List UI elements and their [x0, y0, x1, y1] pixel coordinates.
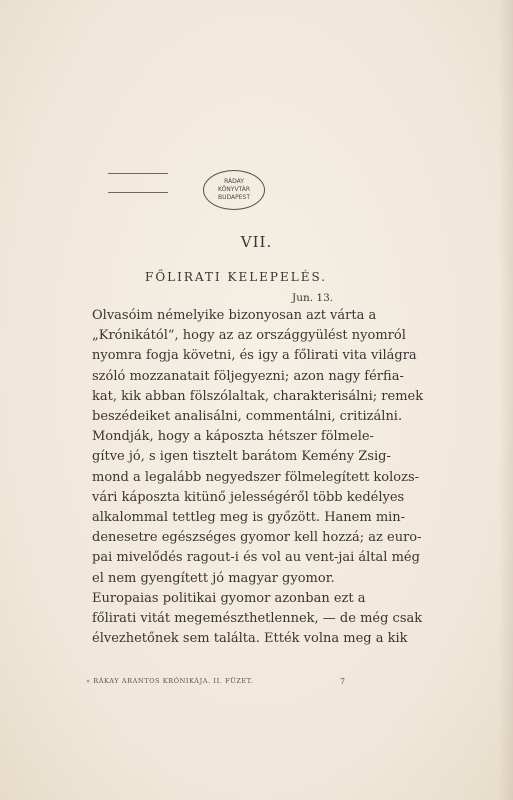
text-line: szóló mozzanatait följegyezni; azon nagy férfia-	[92, 368, 404, 384]
text-line: beszédeiket analisálni, commentálni, critizálni.	[92, 409, 403, 425]
stamp-line-1: RÁDAY	[224, 178, 244, 185]
paragraph	[86, 589, 423, 650]
text-line: Olvasóim némelyike bizonyosan azt várta a	[92, 308, 377, 323]
paragraph	[86, 427, 422, 589]
paragraph	[86, 306, 424, 427]
ornament-rule-top	[108, 173, 168, 174]
page-edge-shadow	[499, 0, 513, 800]
footer-signature-text: » RÁKAY ARANTOS KRÓNIKÁJA. II. FÜZET.	[86, 677, 254, 685]
chapter-number: VII.	[240, 233, 273, 251]
text-line: élvezhetőnek sem találta. Ették volna meg a kik	[92, 631, 408, 647]
page-footer	[86, 677, 360, 685]
stamp-line-3: BUDAPEST	[217, 194, 250, 201]
text-line: vári káposzta kitünő jelességéről több kedélyes	[92, 489, 405, 505]
text-line: pai mivelődés ragout-i és vol au vent-jai által még	[92, 550, 420, 566]
text-line: kat, kik abban fölszólaltak, charakterisálni; remek	[92, 388, 424, 404]
text-line: Mondják, hogy a káposzta hétszer fölmele-	[92, 429, 374, 445]
text-line: gítve jó, s igen tisztelt barátom Kemény Zsig-	[92, 449, 391, 465]
chapter-title: FŐLIRATI KELEPELÉS.	[145, 270, 328, 284]
library-stamp	[203, 170, 265, 210]
ornament-rule-bottom	[108, 192, 168, 193]
stamp-line-2: KÖNYVTÁR	[217, 186, 251, 193]
text-line: nyomra fogja követni, és igy a főlirati vita világra	[92, 348, 417, 364]
text-line: denesetre egészséges gyomor kell hozzá; az euro-	[92, 530, 422, 546]
text-line: alkalommal tettleg meg is győzött. Hanem min-	[92, 510, 406, 526]
text-line: főlirati vitát megemészthetlennek, — de még csak	[92, 611, 423, 627]
text-line: el nem gyengített jó magyar gyomor.	[92, 570, 335, 586]
text-line: Europaias politikai gyomor azonban ezt a	[92, 590, 366, 606]
footer-signature-mark: 7	[340, 677, 346, 686]
body-text	[86, 306, 424, 649]
text-line: mond a legalább negyedszer fölmelegített kolozs-	[92, 469, 420, 485]
chapter-date: Jun. 13.	[292, 292, 334, 304]
text-line: „Krónikától“, hogy az az országgyülést nyomról	[92, 328, 406, 344]
